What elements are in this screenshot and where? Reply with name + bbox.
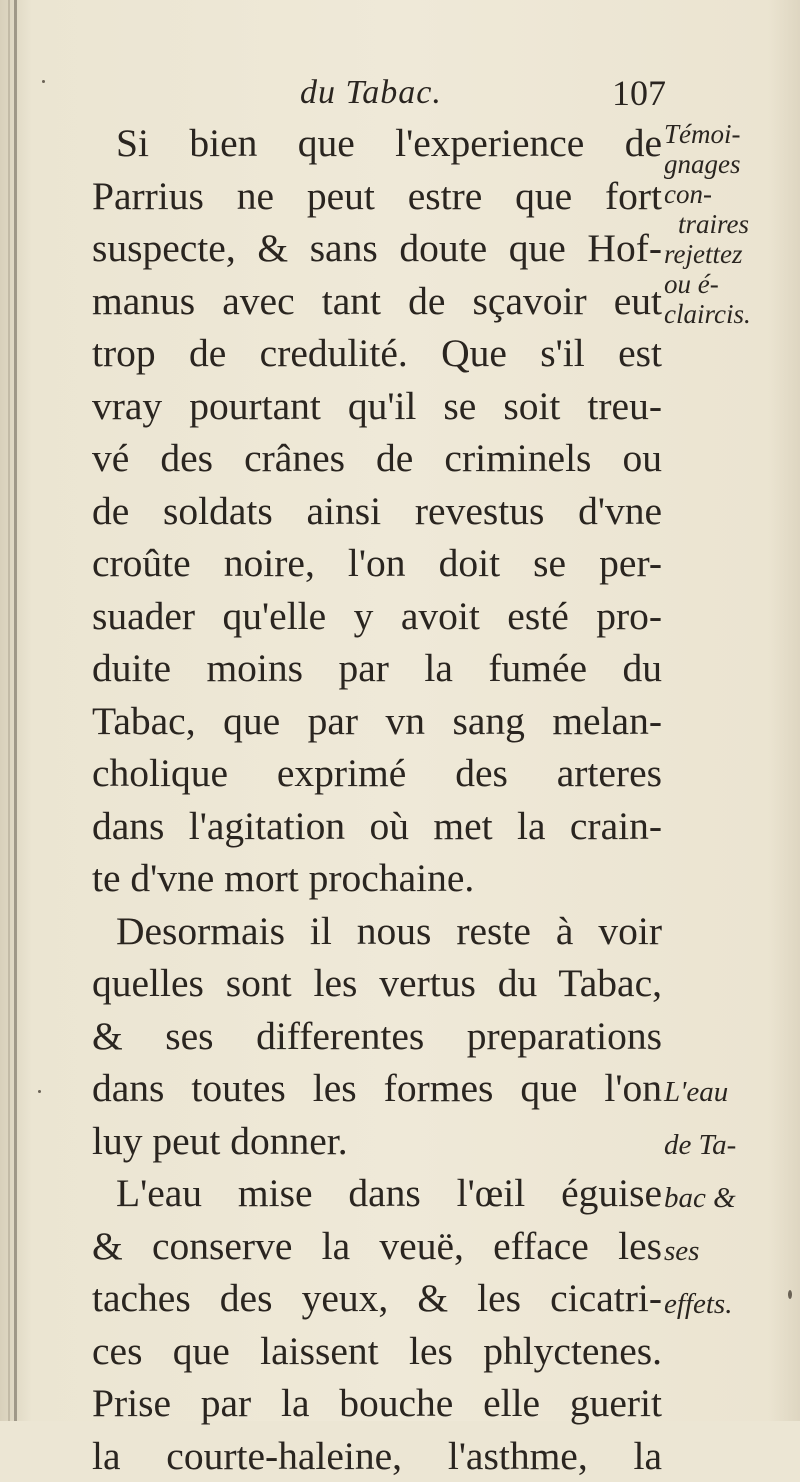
margin-note-temoignages: [664, 119, 800, 329]
binding-gutter-line: [14, 0, 17, 1421]
text-line: L'eau mise dans l'œil éguise: [92, 1167, 662, 1220]
text-line: duite moins par la fumée du: [92, 642, 662, 695]
text-line: dans l'agitation où met la crain-: [92, 800, 662, 853]
margin-note-eau-de-tabac: [664, 1066, 800, 1331]
text-line: croûte noire, l'on doit se per-: [92, 537, 662, 590]
margin-note-line: claircis.: [664, 299, 800, 329]
paper-speck: [38, 1090, 41, 1093]
text-line: suspecte, & sans doute que Hof-: [92, 222, 662, 275]
margin-note-line: effets.: [664, 1278, 800, 1331]
text-line: Parrius ne peut estre que fort: [92, 170, 662, 223]
text-line: Desormais il nous reste à voir: [92, 905, 662, 958]
text-line: taches des yeux, & les cicatri-: [92, 1272, 662, 1325]
text-line: de soldats ainsi revestus d'vne: [92, 485, 662, 538]
page-edge-shadow: [8, 0, 10, 1421]
paper-speck: [42, 80, 45, 83]
text-line: trop de credulité. Que s'il est: [92, 327, 662, 380]
running-title: du Tabac.: [300, 74, 442, 112]
body-text: [92, 117, 662, 1482]
margin-note-line: gnages: [664, 149, 800, 179]
text-line: quelles sont les vertus du Tabac,: [92, 957, 662, 1010]
page-header: [0, 72, 800, 122]
text-line: Tabac, que par vn sang melan-: [92, 695, 662, 748]
margin-note-line: ses: [664, 1225, 800, 1278]
text-line: vé des crânes de criminels ou: [92, 432, 662, 485]
text-line: dans toutes les formes que l'on: [92, 1062, 662, 1115]
text-line: ces que laissent les phlyctenes.: [92, 1325, 662, 1378]
paper-speck: [788, 1290, 792, 1299]
text-line: & conserve la veuë, efface les: [92, 1220, 662, 1273]
text-line: la courte-haleine, l'asthme, la: [92, 1430, 662, 1482]
text-line: cholique exprimé des arteres: [92, 747, 662, 800]
text-line: vray pourtant qu'il se soit treu-: [92, 380, 662, 433]
text-line: te d'vne mort prochaine.: [92, 852, 662, 905]
margin-note-line: ou é-: [664, 269, 800, 299]
text-line: & ses differentes preparations: [92, 1010, 662, 1063]
text-line: suader qu'elle y avoit esté pro-: [92, 590, 662, 643]
text-line: Si bien que l'experience de: [92, 117, 662, 170]
margin-note-line: L'eau: [664, 1066, 800, 1119]
margin-note-line: de Ta-: [664, 1119, 800, 1172]
text-line: Prise par la bouche elle guerit: [92, 1377, 662, 1430]
margin-note-line: con-: [664, 179, 800, 209]
text-line: manus avec tant de sçavoir eut: [92, 275, 662, 328]
margin-note-line: bac &: [664, 1172, 800, 1225]
margin-note-line: Témoi-: [664, 119, 800, 149]
text-line: luy peut donner.: [92, 1115, 662, 1168]
page-number: 107: [612, 72, 666, 114]
margin-note-line: rejettez: [664, 239, 800, 269]
margin-note-line: traires: [664, 209, 800, 239]
